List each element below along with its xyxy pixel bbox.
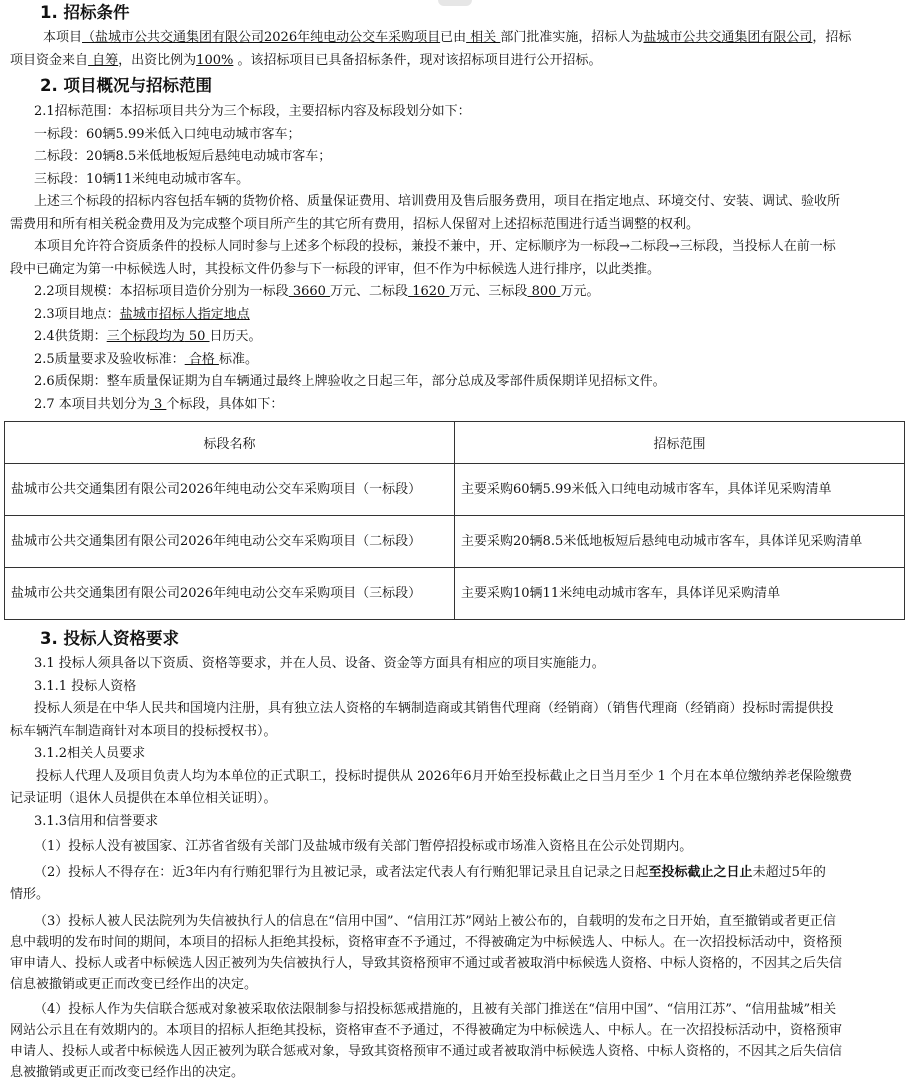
s2-line-11: 2.4供货期：三个标段均为 50 日历天。 <box>34 329 262 344</box>
s3-line-19: 息被撤销或更正而改变已经作出的决定。 <box>10 1064 245 1080</box>
s1-line-1: 本项目（盐城市公共交通集团有限公司2026年纯电动公交车采购项目已由 相关 部门批准实施，招标人为盐城市公共交通集团有限公司，招标 <box>43 30 852 45</box>
s3-line-11: 情形。 <box>10 887 50 902</box>
s2-line-3: 二标段：20辆8.5米低地板短后悬纯电动城市客车； <box>34 149 332 164</box>
s2-line-6: 需费用和所有相关税金费用及为完成整个项目所产生的其它所有费用，招标人保留对上述招标范围进行适当调整的权利。 <box>10 216 700 232</box>
table-row <box>5 464 905 516</box>
s2-line-1: 2.1招标范围：本招标项目共分为三个标段，主要招标内容及标段划分如下： <box>34 104 471 119</box>
table-header-name: 标段名称 <box>5 422 455 464</box>
s3-line-7: 记录证明（退休人员提供在本单位相关证明）。 <box>10 791 277 806</box>
s3-line-12: （3）投标人被人民法院列为失信被执行人的信息在“信用中国”、“信用江苏”网站上被公布的，自载明的发布之日开始，直至撤销或者更正信 <box>34 913 836 929</box>
section-2-title: 2. 项目概况与招标范围 <box>40 76 212 95</box>
top-edge-shadow <box>438 0 472 6</box>
s2-line-8: 段中已确定为第一中标候选人时，其投标文件仍参与下一标段的评审，但不作为中标候选人进行排序，以此类推。 <box>10 261 661 277</box>
s3-line-14: 审申请人、投标人或者中标候选人因正被列为失信被执行人，导致其资格预审不通过或者被取消中标候选人资格、中标人资格的，不因其之后失信 <box>10 955 843 971</box>
s3-line-8: 3.1.3信用和信誉要求 <box>34 813 159 829</box>
s3-line-3: 投标人须是在中华人民共和国境内注册，具有独立法人资格的车辆制造商或其销售代理商（经销商）（销售代理商（经销商）投标时需提供投 <box>34 701 834 716</box>
table-cell-name: 盐城市公共交通集团有限公司2026年纯电动公交车采购项目（三标段） <box>5 568 455 620</box>
table-row <box>5 516 905 568</box>
section-3-title: 3. 投标人资格要求 <box>40 629 179 648</box>
s3-line-9: （1）投标人没有被国家、江苏省省级有关部门及盐城市级有关部门暂停招投标或市场准入资格且在公示处罚期内。 <box>34 839 693 854</box>
s3-line-4: 标车辆汽车制造商针对本项目的投标授权书）。 <box>10 723 277 739</box>
s3-line-6: 投标人代理人及项目负责人均为本单位的正式职工，投标时提供从 2026年6月开始至投标截止之日当月至少 1 个月在本单位缴纳养老保险缴费 <box>36 768 853 784</box>
s3-line-10: （2）投标人不得存在：近3年内有行贿犯罪行为且被记录，或者法定代表人有行贿犯罪记录且自记录之日起至投标截止之日止未超过5年的 <box>34 864 826 880</box>
table-cell-scope: 主要采购10辆11米纯电动城市客车，具体详见采购清单 <box>455 568 905 620</box>
s2-line-10: 2.3项目地点：盐城市招标人指定地点 <box>34 306 250 322</box>
s3-line-15: 信息被撤销或更正而改变已经作出的决定。 <box>10 976 258 992</box>
s3-line-18: 申请人、投标人或者中标候选人因正被列为联合惩戒对象，导致其资格预审不通过或者被取消中标候选人资格、中标人资格的，不因其之后失信信 <box>10 1043 843 1059</box>
s3-line-17: 网站公示且在有效期内的。本项目的招标人拒绝其投标，资格审查不予通过，不得被确定为中标候选人、中标人。在一次招投标活动中，资格预审 <box>10 1022 843 1038</box>
s3-line-2: 3.1.1 投标人资格 <box>34 678 137 694</box>
s2-line-5: 上述三个标段的招标内容包括车辆的货物价格、质量保证费用、培训费用及售后服务费用，项目在指定地点、环境交付、安装、调试、验收所 <box>34 194 841 209</box>
s1-line-2: 项目资金来自 自筹，出资比例为100% 。该招标项目已具备招标条件，现对该招标项目进行公开招标。 <box>10 52 602 68</box>
s2-line-9: 2.2项目规模：本招标项目造价分别为一标段 3660 万元、二标段 1620 万元、三标段 800 万元。 <box>34 284 600 299</box>
s2-line-2: 一标段：60辆5.99米低入口纯电动城市客车； <box>34 126 301 142</box>
s3-line-13: 息中载明的发布时间的期间，本项目的招标人拒绝其投标，资格审查不予通过，不得被确定为中标候选人、中标人。在一次招投标活动中，资格预 <box>10 934 843 950</box>
table-cell-scope: 主要采购60辆5.99米低入口纯电动城市客车，具体详见采购清单 <box>455 464 905 516</box>
s3-line-1: 3.1 投标人须具备以下资质、资格等要求，并在人员、设备、资金等方面具有相应的项目实施能力。 <box>34 656 605 671</box>
table-cell-name: 盐城市公共交通集团有限公司2026年纯电动公交车采购项目（一标段） <box>5 464 455 516</box>
s3-line-16: （4）投标人作为失信联合惩戒对象被采取依法限制参与招投标惩戒措施的，且被有关部门推送在“信用中国”、“信用江苏”、“信用盐城”相关 <box>34 1001 837 1017</box>
lot-table <box>4 421 905 620</box>
s2-line-12: 2.5质量要求及验收标准： 合格 标准。 <box>34 351 258 367</box>
table-cell-name: 盐城市公共交通集团有限公司2026年纯电动公交车采购项目（二标段） <box>5 516 455 568</box>
table-row <box>5 568 905 620</box>
s2-line-7: 本项目允许符合资质条件的投标人同时参与上述多个标段的投标，兼投不兼中，开、定标顺序为一标段→二标段→三标段，当投标人在前一标 <box>34 239 836 254</box>
section-1-body <box>10 27 905 72</box>
s2-line-13: 2.6质保期：整车质量保证期为自车辆通过最终上牌验收之日起三年，部分总成及零部件质保期详见招标文件。 <box>34 374 666 389</box>
section-1-title: 1. 招标条件 <box>40 3 130 22</box>
s3-line-5: 3.1.2相关人员要求 <box>34 746 146 761</box>
table-header-row <box>5 422 905 464</box>
section-3-body <box>10 653 905 1083</box>
section-2-body <box>10 101 905 416</box>
s2-line-14: 2.7 本项目共划分为 3 个标段，具体如下： <box>34 396 284 412</box>
table-cell-scope: 主要采购20辆8.5米低地板短后悬纯电动城市客车，具体详见采购清单 <box>455 516 905 568</box>
table-header-scope: 招标范围 <box>455 422 905 464</box>
s2-line-4: 三标段：10辆11米纯电动城市客车。 <box>34 171 250 187</box>
